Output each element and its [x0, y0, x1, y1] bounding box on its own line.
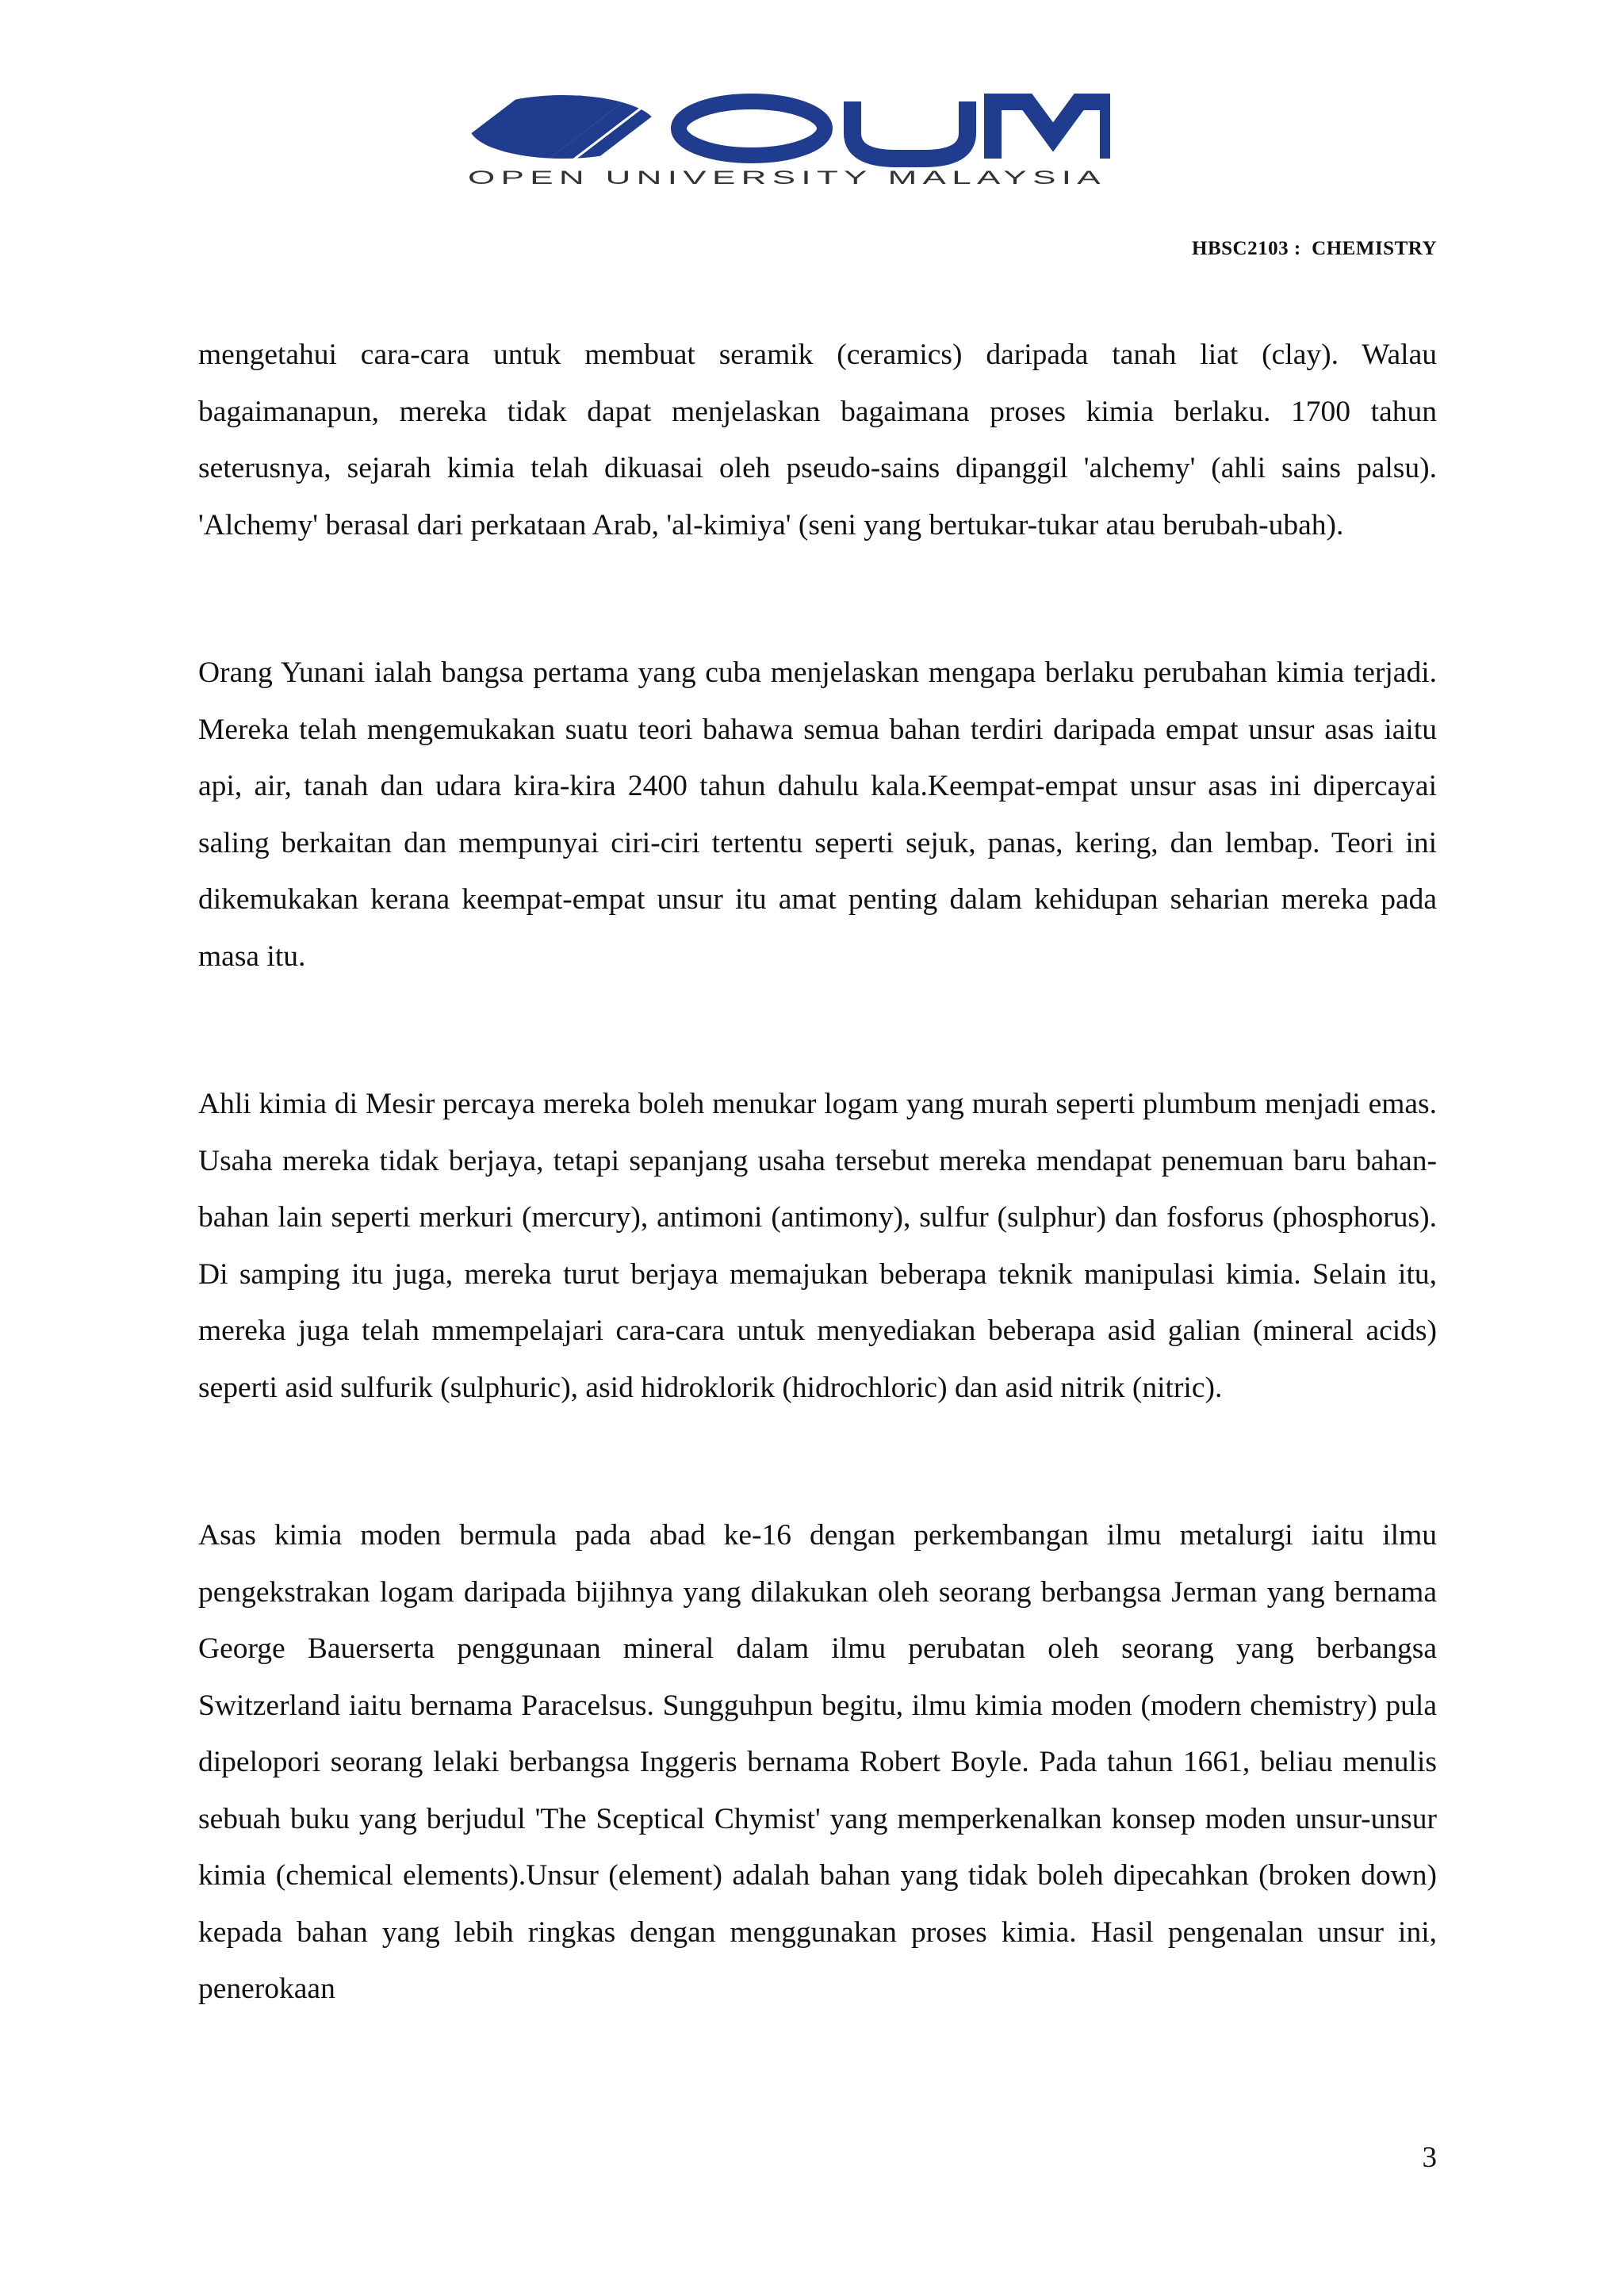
letter-m-shape — [993, 101, 1109, 159]
oum-logo-graphic — [468, 94, 1110, 189]
globe-stripes-icon — [468, 94, 682, 160]
oum-logo — [468, 94, 1110, 189]
logo-subtitle: OPEN UNIVERSITY MALAYSIA — [468, 167, 1106, 189]
paragraph-alchemy: mengetahui cara-cara untuk membuat seramik (ceramics) daripada tanah liat (clay). Walau bagaimanapun, mereka tidak dapat menjelaskan bagaimana proses kimia berlaku. 1700 tahun seterusnya, sejarah kimia telah dikuasai oleh pseudo-sains dipanggil 'alchemy' (ahli sains palsu). 'Alchemy' berasal dari perkataan Arab, 'al-kimiya' (seni yang bertukar-tukar atau berubah-ubah). — [198, 339, 1437, 541]
letter-u-shape — [852, 101, 967, 159]
course-code-header: HBSC2103 : CHEMISTRY — [1192, 238, 1437, 259]
paragraph-greeks: Orang Yunani ialah bangsa pertama yang cuba menjelaskan mengapa berlaku perubahan kimia terjadi. Mereka telah mengemukakan suatu teori bahawa semua bahan terdiri daripada empat unsur asas iaitu api, air, tanah dan udara kira-kira 2400 tahun dahulu kala.Keempat-empat unsur asas ini dipercayai saling berkaitan dan mempunyai ciri-ciri tertentu seperti sejuk, panas, kering, dan lembap. Teori ini dikemukakan kerana keempat-empat unsur itu amat penting dalam kehidupan seharian mereka pada masa itu. — [198, 656, 1437, 973]
paragraph-modern-chemistry: Asas kimia moden bermula pada abad ke-16 dengan perkembangan ilmu metalurgi iaitu ilmu pengekstrakan logam daripada bijihnya yang dilakukan oleh seorang berbangsa Jerman yang bernama George Bauerserta penggunaan mineral dalam ilmu perubatan oleh seorang yang berbangsa Switzerland iaitu bernama Paracelsus. Sungguhpun begitu, ilmu kimia moden (modern chemistry) pula dipelopori seorang lelaki berbangsa Inggeris bernama Robert Boyle. Pada tahun 1661, beliau menulis sebuah buku yang berjudul 'The Sceptical Chymist' yang memperkenalkan konsep moden unsur-unsur kimia (chemical elements).Unsur (element) adalah bahan yang tidak boleh dipecahkan (broken down) kepada bahan yang lebih ringkas dengan menggunakan proses kimia. Hasil pengenalan unsur ini, penerokaan — [198, 1519, 1437, 2005]
paragraph-egypt: Ahli kimia di Mesir percaya mereka boleh menukar logam yang murah seperti plumbum menjadi emas. Usaha mereka tidak berjaya, tetapi sepanjang usaha tersebut mereka mendapat penemuan baru bahan-bahan lain seperti merkuri (mercury), antimoni (antimony), sulfur (sulphur) dan fosforus (phosphorus). Di samping itu juga, mereka turut berjaya memajukan beberapa teknik manipulasi kimia. Selain itu, mereka juga telah mmempelajari cara-cara untuk menyediakan beberapa asid galian (mineral acids) seperti asid sulfurik (sulphuric), asid hidroklorik (hidrochloric) dan asid nitrik (nitric). — [198, 1088, 1437, 1404]
document-body — [198, 327, 1437, 2018]
page-number: 3 — [1422, 2141, 1437, 2174]
letter-o-shape — [679, 101, 825, 155]
